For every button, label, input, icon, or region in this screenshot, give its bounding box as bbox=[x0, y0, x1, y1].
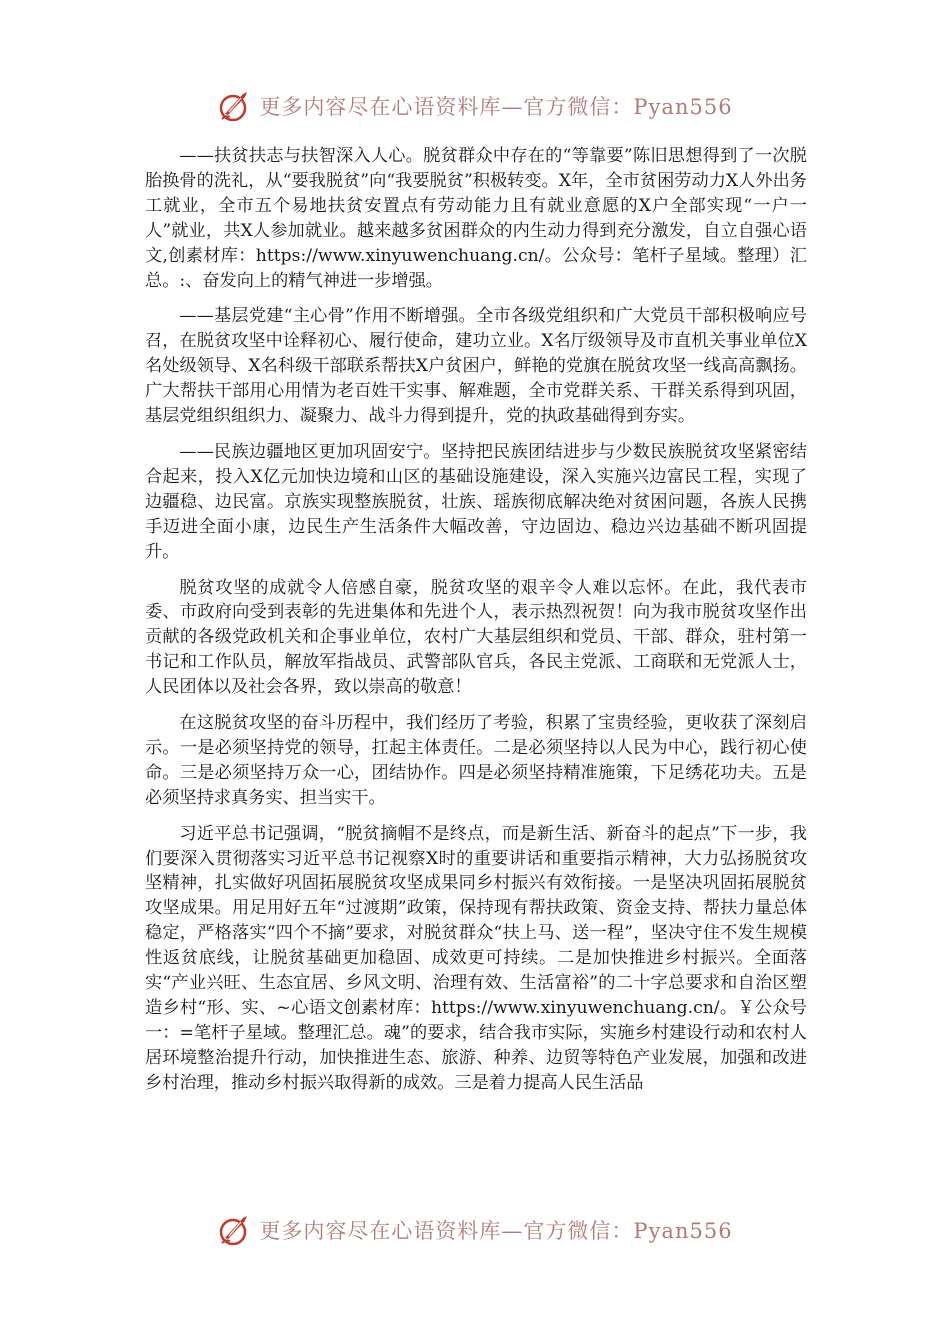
footer-banner-text: 更多内容尽在心语资料库—官方微信：Pyan556 bbox=[259, 1219, 733, 1243]
document-body bbox=[145, 144, 807, 1107]
quill-pen-logo-icon bbox=[217, 88, 253, 124]
paragraph: 在这脱贫攻坚的奋斗历程中，我们经历了考验，积累了宝贵经验，更收获了深刻启示。一是必须坚持党的领导，扛起主体责任。二是必须坚持以人民为中心，践行初心使命。三是必须坚持万众一心，团结协作。四是必须坚持精准施策，下足绣花功夫。五是必须坚持求真务实、担当实干。 bbox=[145, 713, 807, 808]
paragraph: ——扶贫扶志与扶智深入人心。脱贫群众中存在的“等靠要”陈旧思想得到了一次脱胎换骨的洗礼，从“要我脱贫”向“我要脱贫”积极转变。X年，全市贫困劳动力X人外出务工就业，全市五个易地扶贫安置点有劳动能力且有就业意愿的X户全部实现“一户一人”就业，共X人参加就业。越来越多贫困群众的内生动力得到充分激发，自立自强心语文,创素材库：https://www.xinyuwenchuang.cn/。公众号：笔杆子星域。整理）汇总。:、奋发向上的精气神进一步增强。 bbox=[145, 146, 807, 291]
header-banner-text: 更多内容尽在心语资料库—官方微信：Pyan556 bbox=[259, 95, 733, 119]
paragraph: ——基层党建“主心骨”作用不断增强。全市各级党组织和广大党员干部积极响应号召，在脱贫攻坚中诠释初心、履行使命，建功立业。X名厅级领导及市直机关事业单位X名处级领导、X名科级干部联系帮扶X户贫困户，鲜艳的党旗在脱贫攻坚一线高高飘扬。广大帮扶干部用心用情为老百姓干实事、解难题，全市党群关系、干群关系得到巩固，基层党组织组织力、凝聚力、战斗力得到提升，党的执政基础得到夯实。 bbox=[145, 306, 807, 427]
paragraph: 习近平总书记强调，“脱贫摘帽不是终点，而是新生活、新奋斗的起点”下一步，我们要深入贯彻落实习近平总书记视察X时的重要讲话和重要指示精神，大力弘扬脱贫攻坚精神，扎实做好巩固拓展脱贫攻坚成果同乡村振兴有效衔接。一是坚决巩固拓展脱贫攻坚成果。用足用好五年“过渡期”政策，保持现有帮扶政策、资金支持、帮扶力量总体稳定，严格落实“四个不摘”要求，对脱贫群众“扶上马、送一程”，坚决守住不发生规模性返贫底线，让脱贫基础更加稳固、成效更可持续。二是加快推进乡村振兴。全面落实“产业兴旺、生态宜居、乡风文明、治理有效、生活富裕”的二十字总要求和自治区塑造乡村“形、实、~心语文创素材库：https://www.xinyuwenchuang.cn/。￥公众号一：=笔杆子星域。整理汇总。魂”的要求，结合我市实际，实施乡村建设行动和农村人居环境整治提升行动，加快推进生态、旅游、种养、边贸等特色产业发展，加强和改进乡村治理，推动乡村振兴取得新的成效。三是着力提高人民生活品 bbox=[145, 823, 807, 1093]
header-banner bbox=[0, 84, 950, 128]
paragraph: ——民族边疆地区更加巩固安宁。坚持把民族团结进步与少数民族脱贫攻坚紧密结合起来，投入X亿元加快边境和山区的基础设施建设，深入实施兴边富民工程，实现了边疆稳、边民富。京族实现整族脱贫，壮族、瑶族彻底解决绝对贫困问题，各族人民携手迈进全面小康，边民生产生活条件大幅改善，守边固边、稳边兴边基础不断巩固提升。 bbox=[145, 441, 807, 562]
footer-banner bbox=[0, 1208, 950, 1252]
paragraph: 脱贫攻坚的成就令人倍感自豪，脱贫攻坚的艰辛令人难以忘怀。在此，我代表市委、市政府向受到表彰的先进集体和先进个人，表示热烈祝贺！向为我市脱贫攻坚作出贡献的各级党政机关和企事业单位，农村广大基层组织和党员、干部、群众，驻村第一书记和工作队员，解放军指战员、武警部队官兵，各民主党派、工商联和无党派人士，人民团体以及社会各界，致以崇高的敬意！ bbox=[145, 577, 807, 698]
quill-pen-logo-icon bbox=[217, 1212, 253, 1248]
